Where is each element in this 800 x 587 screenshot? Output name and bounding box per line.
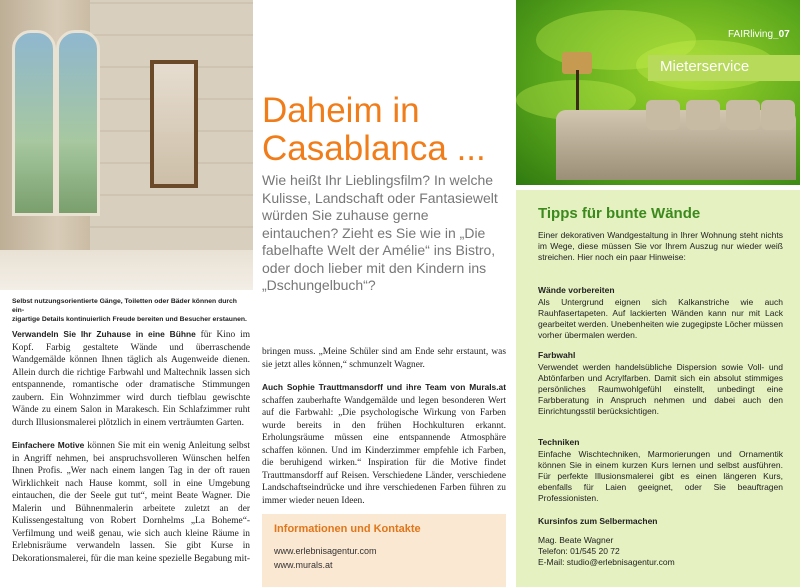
tips-heading-techniques: Techniken: [538, 437, 580, 447]
article-column-middle: [262, 346, 506, 517]
tips-text-prepare: Als Untergrund eignen sich Kalkanstriche wie auch Rauhfasertapeten. Auf lackierten Wänden kann nur mit Lack gearbeitet werden. Unebenheiten wie zugegipste Löcher müssen vorher übermalen werden.: [538, 297, 783, 340]
contact-phone: Telefon: 01/545 20 72: [538, 546, 620, 556]
info-box-title: Informationen und Kontakte: [274, 523, 421, 535]
tips-intro: Einer dekorativen Wandgestaltung in Ihrer Wohnung steht nichts im Wege, diese müssen Sie vor Ihrem Auszug nur wieder weiß streichen. Hier noch ein paar Hinweise:: [538, 230, 783, 262]
paragraph-3: bringen muss. „Meine Schüler sind am Ende sehr erstaunt, was sie jetzt alles können,“ schmunzelt Wagner.: [262, 347, 506, 370]
paragraph-4: [262, 381, 506, 507]
info-box: [262, 514, 506, 587]
tips-heading-prepare: Wände vorbereiten: [538, 285, 615, 295]
paragraph-2-lead: Einfachere Motive: [12, 440, 85, 450]
paragraph-1-text: für Kino im Kopf. Farbig gestaltete Wände und überraschende Wandgemälde können Ihnen täglich als Augenweide dienen. Allein durch die richtige Farbwahl und Maltechnik lassen sich entspannende, romantische oder dramatische Stimmungen zaubern. Ein Wohnzimmer wird durch tiefblau gewischte Wände zu einem Salon in Marakesch. Ein Schlafzimmer ruht durch Illusionsmalerei plötzlich in einem verträumten Garten.: [12, 330, 250, 428]
section-label: Mieterservice: [660, 58, 750, 75]
tips-heading-color: Farbwahl: [538, 350, 576, 360]
photo-caption-line2: zigartige Details kontinuierlich Freude bereiten und Besucher erstaunen.: [12, 316, 247, 323]
living-room-photo: [516, 0, 800, 185]
article-intro: Wie heißt Ihr Lieblingsfilm? In welche Kulisse, Landschaft oder Fantasiewelt würden Sie zuhause gerne eintauchen? Zieht es Sie wie in „Die fabelhafte Welt der Amélie“ ins Bistro, oder doch lieber mit den Kindern ins „Dschungelbuch“?: [262, 172, 498, 293]
paragraph-4-text: schaffen zauberhafte Wandgemälde und legen besonderen Wert auf die Farbwahl: „Die psychologische Wirkung von Farben wurde bereits in den frühen Hochkulturen erkannt. Erholungsräume müssen eine entspannende Atmosphäre schaffen können. Und im Kinderzimmer empfehle ich Farben, die beruhigend wirken.“ Inspiration für die Motive findet Trauttmansdorff auf Reisen. Verschiedene Länder, verschiedene Landschaftseindrücke und ihre verschiedenen Farben führen zu immer wieder neuen Ideen.: [262, 395, 506, 506]
photo-caption-line1: Selbst nutzungsorientierte Gänge, Toiletten oder Bäder können durch ein-: [12, 298, 237, 314]
link-murals[interactable]: www.murals.at: [274, 560, 333, 570]
headline-line-2: Casablanca ...: [262, 129, 486, 168]
tips-title: Tipps für bunte Wände: [538, 205, 701, 222]
paragraph-1-lead: Verwandeln Sie Ihr Zuhause in eine Bühne: [12, 329, 196, 339]
photo-caption: [12, 297, 250, 324]
contact-name: Mag. Beate Wagner: [538, 535, 614, 545]
paragraph-4-lead: Auch Sophie Trauttmansdorff und ihre Team von Murals.at: [262, 382, 506, 392]
tips-text-color: Verwendet werden handelsübliche Dispersion sowie Voll- und Abtönfarben und Acrylfarben. Damit sich ein absolut stimmiges persönliches Raumwohlgefühl einstellt, unbedingt eine Farbberatung in Anspruch nehmen und dabei auch den Einrichtungsstil berücksichtigen.: [538, 362, 783, 416]
brand-name: FAIRliving: [728, 29, 774, 40]
paragraph-2: [12, 439, 250, 565]
article-column-left: [12, 328, 250, 575]
tips-heading-courses: Kursinfos zum Selbermachen: [538, 516, 658, 526]
link-erlebnisagentur[interactable]: www.erlebnisagentur.com: [274, 546, 377, 556]
hallway-photo: [0, 0, 253, 290]
contact-email: E-Mail: studio@erlebnisagentur.com: [538, 557, 675, 567]
tips-text-techniques: Einfache Wischtechniken, Marmorierungen und Ornamentik können Sie in einem kurzen Kurs lernen und selbst ausführen. Für perfekte Illusionsmalerei gibt es einen längeren Kurs, ebenfalls für Laien geeignet, oder Sie beauftragen Professionisten.: [538, 449, 783, 503]
paragraph-2-text: können Sie mit ein wenig Anleitung selbst in Angriff nehmen, bei anspruchsvolleren Wünschen helfen Ihnen Profis. „Wer nach einem langen Tag in der oft rauen Wirklichkeit nach Hause kommt, soll in eine Umgebung eintauchen, die der Seele gut tut“, meint Beate Wagner. Die Malerin und Bühnenmalerin arbeitete zuletzt an der Kulissengestaltung von Robert Dornhelms „La Boheme“-Verfilmung und weiß genau, wie sich auch kleine Räume in Erlebnisräume verwandeln lassen. Sie gibt Kurse in Dekorationsmalerei, für die man keine spezielle Begabung mit-: [12, 441, 250, 564]
headline-line-1: Daheim in: [262, 91, 420, 130]
page-number: _07: [773, 29, 790, 40]
paragraph-1: [12, 328, 250, 429]
page-label: [728, 29, 790, 40]
article-headline: [262, 92, 512, 168]
